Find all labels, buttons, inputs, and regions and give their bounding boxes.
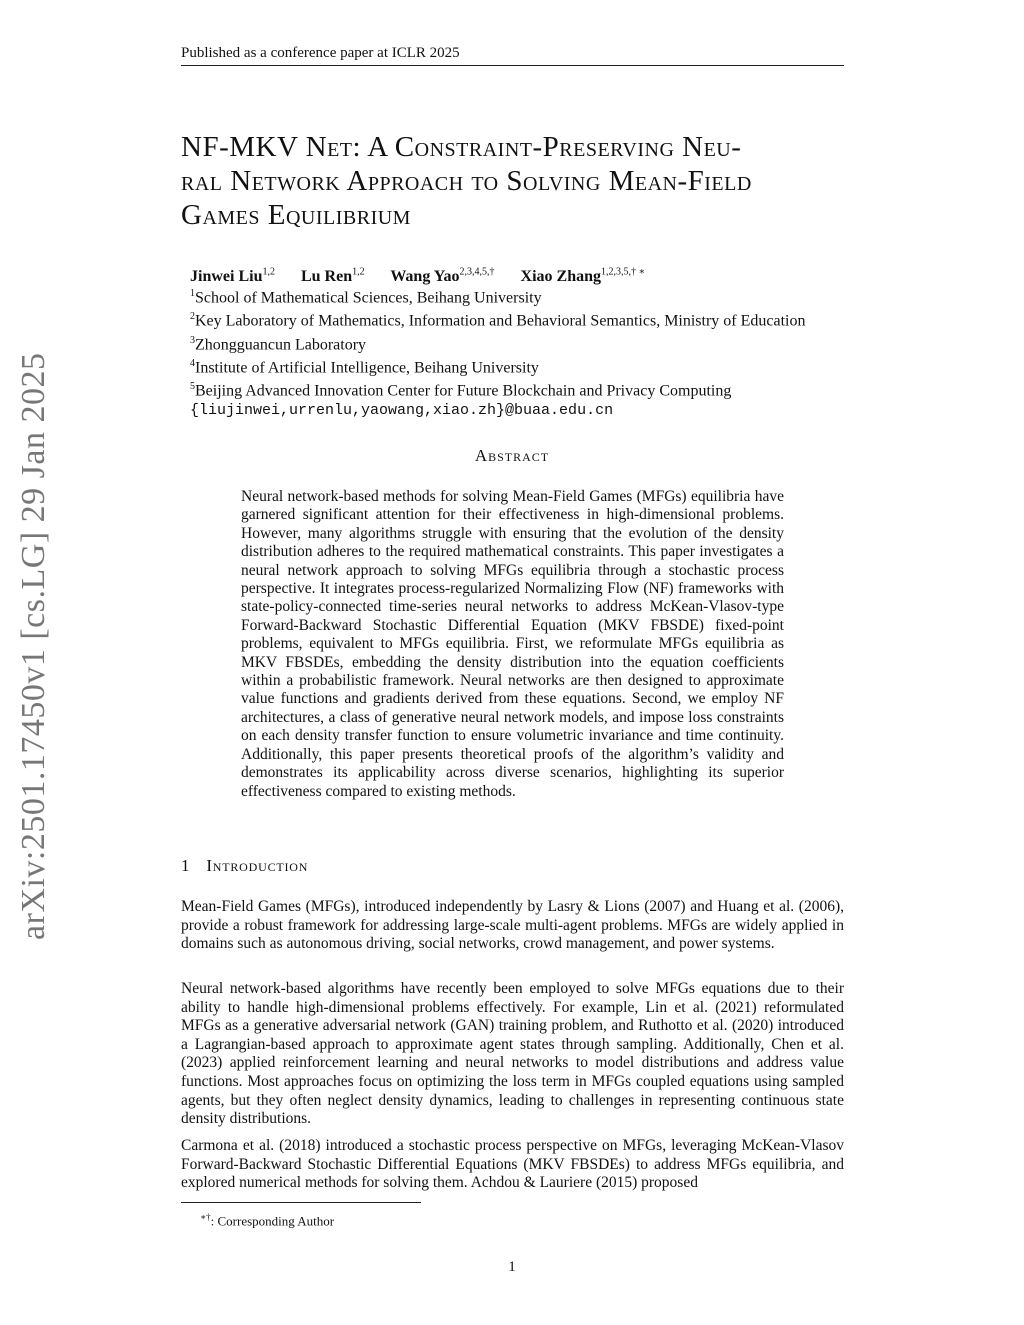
page-number: 1 [508,1259,516,1275]
arxiv-stamp: arXiv:2501.17450v1 [cs.LG] 29 Jan 2025 [15,352,52,940]
footnote-rule [181,1202,421,1203]
affiliation: $^4$Institute of Artificial Intelligence, Beihang University [190,357,539,377]
section-heading-introduction [181,856,308,876]
running-header: Published as a conference paper at ICLR 2025 [181,45,460,61]
affiliation: $^1$School of Mathematical Sciences, Beihang University [190,288,542,307]
section-number: 1 [181,856,191,875]
section-title: Introduction [206,856,309,875]
affiliation: $^3$Zhongguancun Laboratory [190,334,367,353]
author-email: {liujinwei,urrenlu,yaowang,xiao.zh}@buaa.edu.cn [190,401,614,419]
body-paragraph: Carmona et al. (2018) introduced a stochastic process perspective on MFGs, leveraging McKean-Vlasov Forward-Backward Stochastic Differential Equations (MKV FBSDEs) to address MFGs equilibria, and explored numerical methods for solving them. Achdou & Lauriere (2015) proposed [181,1137,844,1192]
body-paragraph: Neural network-based algorithms have recently been employed to solve MFGs equations due to their ability to handle high-dimensional problems effectively. For example, Lin et al. (2021) reformulated MFGs as a generative adversarial network (GAN) training problem, and Ruthotto et al. (2020) introduced a Lagrangian-based approach to approximate agent states through sampling. Additionally, Chen et al. (2023) applied reinforcement learning and neural networks to model distributions and address value functions. Most approaches focus on optimizing the loss term in MFGs coupled equations using sampled agents, but they often neglect density dynamics, leading to challenges in representing continuous state density distributions. [181,980,844,1128]
author: Xiao Zhang$^{1,2,3,5,\dagger ∗}$ [520,267,646,286]
title-line-3: Games Equilibrium [181,199,411,231]
body-paragraph: Mean-Field Games (MFGs), introduced independently by Lasry & Lions (2007) and Huang et al. (2006), provide a robust framework for addressing large-scale multi-agent problems. MFGs are widely applied in domains such as autonomous driving, social networks, crowd management, and power systems. [181,898,844,953]
footnote: ∗†: Corresponding Author [200,1212,335,1229]
affiliation: $^5$Beijing Advanced Innovation Center for Future Blockchain and Privacy Computing [190,381,732,400]
title-line-1: NF-MKV Net: A Constraint-Preserving Neu- [181,131,742,163]
affiliation: $^2$Key Laboratory of Mathematics, Information and Behavioral Semantics, Ministry of Education [190,311,806,330]
author: Wang Yao$^{2,3,4,5,\dagger}$ [390,267,495,286]
author: Jinwei Liu$^{1,2}$ [190,267,275,286]
header-rule [181,65,844,66]
paper-title [181,130,844,232]
abstract-text: Neural network-based methods for solving Mean-Field Games (MFGs) equilibria have garnered significant attention for their effectiveness in high-dimensional problems. However, many algorithms struggle with ensuring that the evolution of the density distribution adheres to the required mathematical constraints. This paper investigates a neural network approach to solving MFGs equilibria through a stochastic process perspective. It integrates process-regularized Normalizing Flow (NF) frameworks with state-policy-connected time-series neural networks to address McKean-Vlasov-type Forward-Backward Stochastic Differential Equation (MKV FBSDE) fixed-point problems, equivalent to MFGs equilibria. First, we reformulate MFGs equilibria as MKV FBSDEs, embedding the density distribution into the equation coefficients within a probabilistic framework. Neural networks are then designed to approximate value functions and gradients derived from these equations. Second, we employ NF architectures, a class of generative neural network models, and impose loss constraints on each density transfer function to ensure volumetric invariance and time continuity. Additionally, this paper presents theoretical proofs of the algorithm’s validity and demonstrates its applicability across diverse scenarios, highlighting its superior effectiveness compared to existing methods. [241,488,784,800]
abstract-heading: Abstract [474,446,550,465]
title-line-2: ral Network Approach to Solving Mean-Field [181,165,752,197]
author: Lu Ren$^{1,2}$ [300,267,365,286]
affiliation-list [190,284,806,420]
